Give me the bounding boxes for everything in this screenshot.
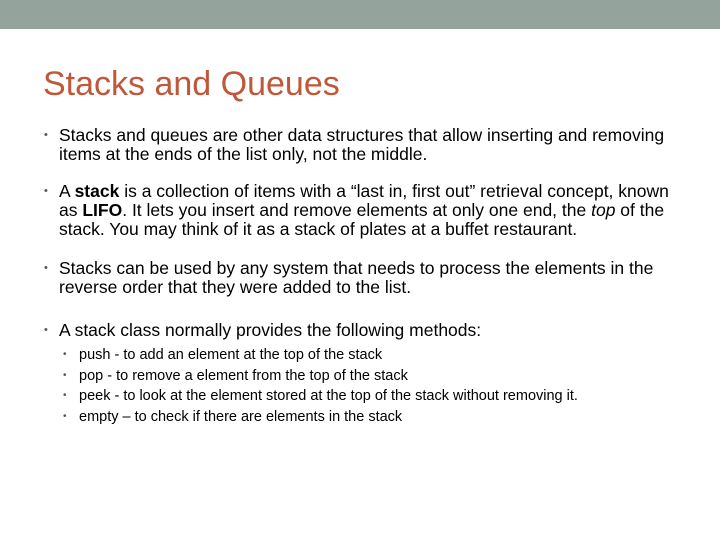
bullet-item	[43, 182, 683, 239]
bullet-item	[43, 126, 683, 164]
term-lifo: LIFO	[82, 200, 123, 220]
method-list	[63, 345, 683, 427]
bullet-icon: •	[44, 262, 48, 274]
slide-title: Stacks and Queues	[43, 65, 340, 103]
method-text: pop - to remove a element from the top of the stack	[79, 367, 408, 384]
bullet-icon: •	[63, 390, 67, 401]
method-item-push	[63, 345, 683, 366]
bullet-icon: •	[44, 185, 48, 197]
bullet-icon: •	[63, 349, 67, 360]
bullet-icon: •	[63, 369, 67, 381]
bullet-icon: •	[44, 324, 48, 336]
term-top: top	[591, 200, 616, 220]
bullet-text: Stacks and queues are other data structures that allow inserting and removing items at the ends of the list only, not the middle.	[59, 125, 665, 164]
top-decorative-bar	[0, 0, 720, 29]
bullet-text: A stack class normally provides the following methods:	[59, 320, 482, 340]
term-stack: stack	[74, 181, 120, 201]
bullet-list	[43, 126, 683, 427]
method-item-pop	[63, 366, 683, 387]
method-text: empty – to check if there are elements in the stack	[79, 408, 403, 425]
method-text: push - to add an element at the top of the stack	[79, 347, 383, 363]
bullet-item	[43, 321, 683, 427]
method-item-peek	[63, 386, 683, 407]
bullet-text: A stack is a collection of items with a “last in, first out” retrieval concept, known as LIFO. It lets you insert and remove elements at only one end, the top of the stack. You may think of it as a stack of plates at a buffet restaurant.	[59, 181, 669, 239]
method-text: peek - to look at the element stored at the top of the stack without removing it.	[79, 388, 578, 404]
bullet-icon: •	[63, 410, 67, 422]
method-item-empty	[63, 407, 683, 428]
bullet-icon: •	[44, 129, 48, 141]
bullet-text: Stacks can be used by any system that needs to process the elements in the reverse order that they were added to the list.	[59, 258, 654, 297]
bullet-item	[43, 259, 683, 297]
